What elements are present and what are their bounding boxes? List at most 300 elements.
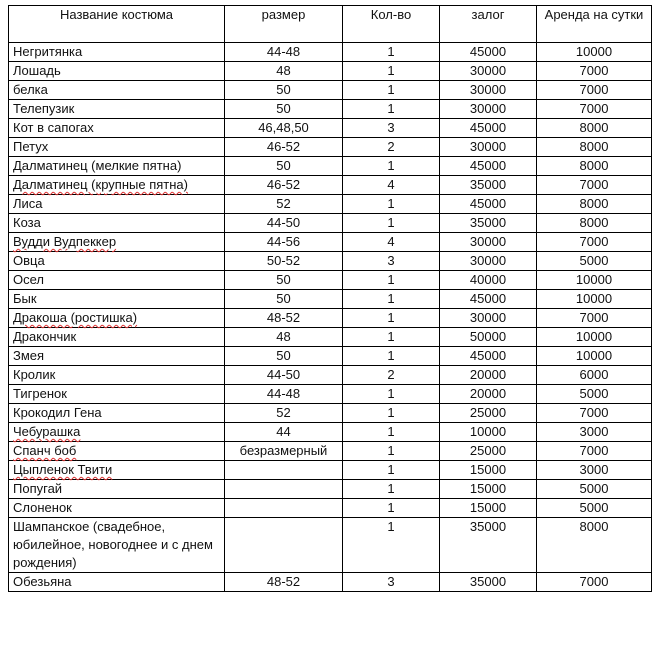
cell-deposit (440, 81, 537, 100)
cell-deposit (440, 518, 537, 573)
cell-quantity-text: 1 (387, 500, 395, 515)
cell-costume-name (9, 81, 225, 100)
cell-costume-name (9, 138, 225, 157)
cell-rent-text: 7000 (579, 101, 609, 116)
cell-costume-name-text: Слоненок (13, 500, 72, 515)
cell-deposit-text: 45000 (469, 44, 507, 59)
cell-costume-name (9, 328, 225, 347)
cell-size-text: 50 (276, 272, 291, 287)
cell-rent (537, 138, 652, 157)
cell-quantity (343, 518, 440, 573)
table-row (9, 100, 652, 119)
cell-costume-name (9, 233, 225, 252)
cell-costume-name-text: Крокодил Гена (13, 405, 102, 420)
cell-size (225, 290, 343, 309)
cell-rent (537, 119, 652, 138)
cell-quantity (343, 214, 440, 233)
cell-quantity-text: 1 (387, 272, 395, 287)
cell-rent (537, 271, 652, 290)
table-row (9, 214, 652, 233)
table-row (9, 43, 652, 62)
cell-size-text: 50-52 (266, 253, 301, 268)
cell-rent-text: 3000 (579, 462, 609, 477)
cell-deposit (440, 100, 537, 119)
cell-rent (537, 573, 652, 592)
cell-size (225, 404, 343, 423)
cell-rent (537, 81, 652, 100)
header-costume-name: Название костюма (9, 6, 225, 43)
cell-rent-text: 8000 (579, 196, 609, 211)
cell-rent-text: 7000 (579, 310, 609, 325)
table-row (9, 252, 652, 271)
cell-rent (537, 461, 652, 480)
cell-quantity-text: 1 (387, 462, 395, 477)
cell-costume-name-text: Кролик (13, 367, 56, 382)
cell-costume-name-text: белка (13, 82, 48, 97)
cell-costume-name (9, 442, 225, 461)
cell-quantity-text: 1 (387, 481, 395, 496)
cell-costume-name (9, 290, 225, 309)
cell-rent-text: 6000 (579, 367, 609, 382)
table-header-row (9, 6, 652, 43)
cell-costume-name-text: Петух (13, 139, 49, 154)
cell-size-text: 48-52 (266, 574, 301, 589)
cell-costume-name-text: Бык (13, 291, 37, 306)
cell-size (225, 309, 343, 328)
cell-rent (537, 43, 652, 62)
cell-quantity (343, 499, 440, 518)
cell-costume-name-text: Дракончик (13, 329, 77, 344)
cell-costume-name-text: Негритянка (13, 44, 83, 59)
table-row (9, 138, 652, 157)
cell-size (225, 176, 343, 195)
cell-size-text: 50 (276, 82, 291, 97)
cell-rent-text: 8000 (579, 519, 609, 534)
cell-deposit (440, 214, 537, 233)
cell-size (225, 100, 343, 119)
cell-deposit (440, 252, 537, 271)
cell-quantity-text: 1 (387, 291, 395, 306)
cell-deposit (440, 404, 537, 423)
cell-costume-name (9, 518, 225, 573)
cell-size (225, 347, 343, 366)
cell-rent-text: 8000 (579, 215, 609, 230)
cell-rent-text: 8000 (579, 139, 609, 154)
cell-rent-text: 10000 (575, 44, 613, 59)
cell-deposit (440, 62, 537, 81)
cell-quantity (343, 157, 440, 176)
cell-quantity-text: 1 (387, 519, 395, 534)
cell-deposit (440, 309, 537, 328)
cell-deposit-text: 40000 (469, 272, 507, 287)
cell-quantity-text: 2 (387, 367, 395, 382)
cell-costume-name-text: Лиса (13, 196, 43, 211)
cell-rent (537, 252, 652, 271)
cell-rent (537, 423, 652, 442)
cell-rent (537, 328, 652, 347)
cell-size (225, 81, 343, 100)
cell-costume-name-text: Далматинец (мелкие пятна) (13, 158, 182, 173)
table-row (9, 404, 652, 423)
cell-costume-name-text: Вудди Вудпеккер (13, 234, 117, 249)
cell-deposit-text: 30000 (469, 101, 507, 116)
cell-deposit (440, 138, 537, 157)
cell-size (225, 366, 343, 385)
cell-rent-text: 10000 (575, 348, 613, 363)
table-row (9, 442, 652, 461)
cell-quantity (343, 366, 440, 385)
cell-deposit-text: 25000 (469, 405, 507, 420)
table-row (9, 573, 652, 592)
cell-deposit-text: 30000 (469, 234, 507, 249)
table-row (9, 119, 652, 138)
cell-rent (537, 195, 652, 214)
cell-size-text: 46-52 (266, 139, 301, 154)
cell-quantity (343, 233, 440, 252)
table-row (9, 81, 652, 100)
cell-rent-text: 3000 (579, 424, 609, 439)
table-row (9, 233, 652, 252)
cell-quantity-text: 1 (387, 196, 395, 211)
cell-costume-name (9, 252, 225, 271)
cell-size-text: 50 (276, 348, 291, 363)
cell-quantity (343, 461, 440, 480)
header-quantity: Кол-во (343, 6, 440, 43)
cell-size-text: 44 (276, 424, 291, 439)
table-row (9, 328, 652, 347)
cell-costume-name (9, 461, 225, 480)
table-row (9, 62, 652, 81)
cell-deposit-text: 35000 (469, 177, 507, 192)
cell-size (225, 62, 343, 81)
cell-size-text: 48 (276, 63, 291, 78)
cell-deposit-text: 20000 (469, 386, 507, 401)
cell-rent-text: 5000 (579, 253, 609, 268)
cell-quantity (343, 176, 440, 195)
cell-size-text: 44-50 (266, 215, 301, 230)
cell-size (225, 157, 343, 176)
cell-deposit-text: 35000 (469, 519, 507, 534)
cell-quantity (343, 573, 440, 592)
cell-quantity-text: 1 (387, 101, 395, 116)
cell-costume-name (9, 271, 225, 290)
cell-costume-name (9, 499, 225, 518)
cell-deposit-text: 20000 (469, 367, 507, 382)
cell-deposit-text: 15000 (469, 500, 507, 515)
cell-quantity-text: 1 (387, 443, 395, 458)
cell-rent-text: 7000 (579, 63, 609, 78)
cell-costume-name (9, 157, 225, 176)
cell-costume-name (9, 43, 225, 62)
cell-costume-name-text: Змея (13, 348, 45, 363)
cell-costume-name (9, 214, 225, 233)
cell-size (225, 138, 343, 157)
cell-size-text: 44-56 (266, 234, 301, 249)
cell-rent (537, 366, 652, 385)
cell-quantity-text: 1 (387, 310, 395, 325)
cell-deposit-text: 30000 (469, 253, 507, 268)
cell-deposit (440, 347, 537, 366)
cell-size-text: 50 (276, 101, 291, 116)
cell-rent (537, 442, 652, 461)
table-row (9, 423, 652, 442)
cell-costume-name-text: Цыпленок Твити (13, 462, 113, 477)
cell-deposit-text: 30000 (469, 63, 507, 78)
cell-rent (537, 499, 652, 518)
cell-costume-name (9, 404, 225, 423)
cell-rent-text: 7000 (579, 234, 609, 249)
cell-size (225, 499, 343, 518)
cell-quantity (343, 119, 440, 138)
cell-quantity-text: 3 (387, 574, 395, 589)
header-size: размер (225, 6, 343, 43)
cell-quantity-text: 3 (387, 120, 395, 135)
cell-size-text: 48 (276, 329, 291, 344)
cell-rent-text: 7000 (579, 82, 609, 97)
cell-quantity (343, 195, 440, 214)
cell-deposit-text: 35000 (469, 215, 507, 230)
cell-size-text: 50 (276, 291, 291, 306)
cell-size-text: 44-48 (266, 44, 301, 59)
cell-deposit (440, 423, 537, 442)
cell-deposit (440, 43, 537, 62)
cell-rent-text: 5000 (579, 481, 609, 496)
cell-size (225, 195, 343, 214)
costume-rental-table (8, 5, 652, 592)
cell-rent (537, 480, 652, 499)
cell-costume-name-text: Тигренок (13, 386, 67, 401)
cell-quantity-text: 1 (387, 348, 395, 363)
cell-deposit-text: 15000 (469, 462, 507, 477)
table-row (9, 499, 652, 518)
cell-quantity-text: 1 (387, 82, 395, 97)
cell-deposit (440, 119, 537, 138)
table-row (9, 518, 652, 573)
cell-costume-name (9, 119, 225, 138)
cell-deposit-text: 45000 (469, 348, 507, 363)
cell-size (225, 518, 343, 573)
cell-rent (537, 176, 652, 195)
cell-deposit (440, 573, 537, 592)
cell-quantity-text: 1 (387, 424, 395, 439)
table-row (9, 271, 652, 290)
cell-rent-text: 7000 (579, 177, 609, 192)
cell-costume-name (9, 366, 225, 385)
cell-quantity-text: 3 (387, 253, 395, 268)
cell-costume-name (9, 176, 225, 195)
cell-rent (537, 214, 652, 233)
cell-costume-name-text: Овца (13, 253, 45, 268)
cell-size-text: 46,48,50 (258, 120, 309, 135)
header-rent-per-day: Аренда на сутки (537, 6, 652, 43)
cell-deposit (440, 442, 537, 461)
cell-deposit-text: 35000 (469, 574, 507, 589)
cell-deposit (440, 328, 537, 347)
cell-deposit-text: 25000 (469, 443, 507, 458)
cell-costume-name (9, 347, 225, 366)
cell-rent-text: 10000 (575, 272, 613, 287)
cell-costume-name-text: Дракоша (ростишка) (13, 310, 138, 325)
cell-size-text: 44-48 (266, 386, 301, 401)
cell-costume-name-text: Обезьяна (13, 574, 72, 589)
cell-size (225, 423, 343, 442)
cell-quantity (343, 423, 440, 442)
cell-quantity (343, 347, 440, 366)
cell-costume-name (9, 480, 225, 499)
cell-costume-name-text: Коза (13, 215, 41, 230)
cell-quantity (343, 385, 440, 404)
cell-size (225, 461, 343, 480)
cell-costume-name-text: Осел (13, 272, 44, 287)
cell-size-text: 50 (276, 158, 291, 173)
cell-costume-name-text: Спанч боб (13, 443, 77, 458)
cell-quantity-text: 1 (387, 405, 395, 420)
cell-deposit (440, 366, 537, 385)
cell-quantity (343, 43, 440, 62)
cell-costume-name-text: Кот в сапогах (13, 120, 94, 135)
cell-quantity-text: 1 (387, 44, 395, 59)
cell-quantity (343, 100, 440, 119)
cell-size-text: 52 (276, 405, 291, 420)
cell-costume-name-text: Чебурашка (13, 424, 81, 439)
cell-quantity (343, 309, 440, 328)
cell-quantity-text: 1 (387, 215, 395, 230)
cell-rent-text: 10000 (575, 329, 613, 344)
table-row (9, 290, 652, 309)
cell-quantity (343, 290, 440, 309)
cell-rent-text: 7000 (579, 574, 609, 589)
header-deposit: залог (440, 6, 537, 43)
table-row (9, 480, 652, 499)
cell-quantity-text: 1 (387, 63, 395, 78)
cell-costume-name (9, 62, 225, 81)
cell-deposit-text: 30000 (469, 139, 507, 154)
cell-deposit (440, 290, 537, 309)
cell-quantity-text: 1 (387, 158, 395, 173)
cell-deposit-text: 10000 (469, 424, 507, 439)
cell-rent-text: 7000 (579, 405, 609, 420)
cell-costume-name (9, 385, 225, 404)
table-row (9, 157, 652, 176)
cell-costume-name-text: Далматинец (крупные пятна) (13, 177, 188, 192)
cell-quantity-text: 1 (387, 329, 395, 344)
cell-rent (537, 100, 652, 119)
cell-size (225, 442, 343, 461)
cell-size (225, 385, 343, 404)
cell-deposit (440, 385, 537, 404)
cell-costume-name-text: Попугай (13, 481, 63, 496)
cell-deposit-text: 30000 (469, 310, 507, 325)
cell-size (225, 252, 343, 271)
cell-costume-name (9, 309, 225, 328)
cell-size (225, 214, 343, 233)
table-row (9, 176, 652, 195)
cell-rent (537, 347, 652, 366)
cell-size-text: 46-52 (266, 177, 301, 192)
cell-quantity (343, 480, 440, 499)
cell-quantity (343, 271, 440, 290)
cell-quantity (343, 328, 440, 347)
cell-rent (537, 309, 652, 328)
cell-rent (537, 518, 652, 573)
cell-deposit (440, 271, 537, 290)
cell-deposit-text: 45000 (469, 291, 507, 306)
cell-rent-text: 5000 (579, 500, 609, 515)
cell-rent (537, 290, 652, 309)
cell-quantity (343, 404, 440, 423)
cell-costume-name (9, 195, 225, 214)
cell-rent-text: 7000 (579, 443, 609, 458)
cell-costume-name (9, 423, 225, 442)
cell-size-text: 48-52 (266, 310, 301, 325)
cell-costume-name-text: Шампанское (свадебное, юбилейное, новогоднее и с днем рождения) (13, 519, 213, 570)
cell-size (225, 328, 343, 347)
cell-rent-text: 8000 (579, 158, 609, 173)
cell-rent (537, 62, 652, 81)
cell-deposit (440, 499, 537, 518)
cell-size-text: 44-50 (266, 367, 301, 382)
table-row (9, 385, 652, 404)
cell-size (225, 119, 343, 138)
cell-deposit-text: 45000 (469, 120, 507, 135)
cell-deposit-text: 15000 (469, 481, 507, 496)
cell-rent-text: 8000 (579, 120, 609, 135)
cell-quantity-text: 4 (387, 234, 395, 249)
cell-deposit-text: 50000 (469, 329, 507, 344)
cell-size (225, 271, 343, 290)
cell-deposit-text: 45000 (469, 196, 507, 211)
cell-size (225, 480, 343, 499)
table-row (9, 461, 652, 480)
cell-quantity-text: 1 (387, 386, 395, 401)
cell-size (225, 43, 343, 62)
cell-deposit-text: 30000 (469, 82, 507, 97)
cell-quantity (343, 62, 440, 81)
cell-rent (537, 233, 652, 252)
table-row (9, 366, 652, 385)
cell-quantity-text: 4 (387, 177, 395, 192)
cell-size-text: безразмерный (239, 443, 328, 458)
cell-deposit (440, 176, 537, 195)
cell-quantity (343, 138, 440, 157)
cell-quantity-text: 2 (387, 139, 395, 154)
cell-costume-name (9, 100, 225, 119)
cell-deposit-text: 45000 (469, 158, 507, 173)
table-row (9, 195, 652, 214)
cell-rent-text: 10000 (575, 291, 613, 306)
cell-quantity (343, 442, 440, 461)
cell-deposit (440, 233, 537, 252)
cell-deposit (440, 480, 537, 499)
cell-size-text: 52 (276, 196, 291, 211)
table-row (9, 309, 652, 328)
cell-deposit (440, 461, 537, 480)
cell-rent-text: 5000 (579, 386, 609, 401)
cell-costume-name (9, 573, 225, 592)
cell-costume-name-text: Лошадь (13, 63, 61, 78)
cell-costume-name-text: Телепузик (13, 101, 75, 116)
cell-deposit (440, 195, 537, 214)
cell-rent (537, 385, 652, 404)
cell-rent (537, 404, 652, 423)
table-row (9, 347, 652, 366)
cell-size (225, 233, 343, 252)
cell-size (225, 573, 343, 592)
cell-deposit (440, 157, 537, 176)
cell-quantity (343, 252, 440, 271)
cell-quantity (343, 81, 440, 100)
cell-rent (537, 157, 652, 176)
